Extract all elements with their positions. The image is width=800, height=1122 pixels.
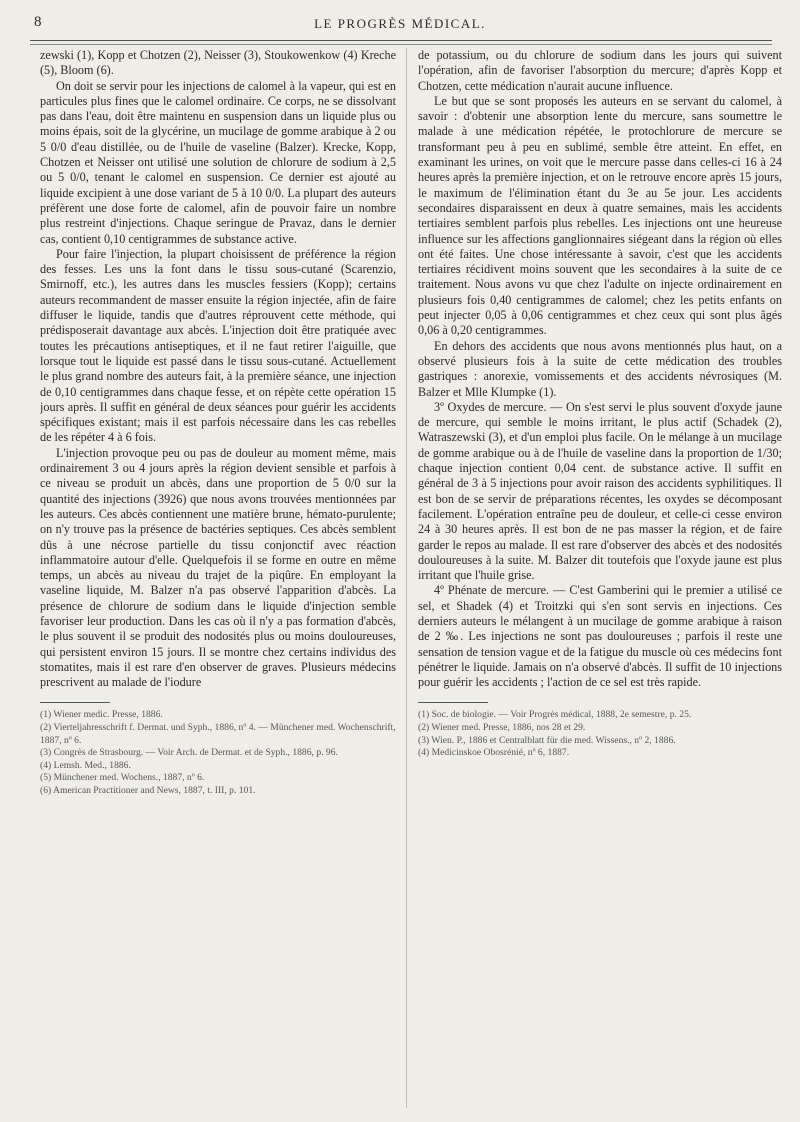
- footnote-rule: [40, 702, 110, 703]
- header-rule-thin: [30, 44, 772, 45]
- footnote: (2) Wiener med. Presse, 1886, nos 28 et 29.: [418, 722, 586, 734]
- left-paragraph: L'injection provoque peu ou pas de douleur au moment même, mais ordinairement 3 ou 4 jours après la région devient sensible et parfois à ce niveau se produit un abcès, dans une proportion de 5 0/0 sur la quantité des injections (3926) que nous avons trouvées mentionnées par les auteurs. Ces abcès contiennent une matière brune, hémato-purulente; on n'y trouve pas la présence de bactéries septiques. Ces abcès semblent dûs à une nécrose partielle du tissu conjonctif avec réaction inflammatoire autour d'elle. Quelquefois il se forme en outre en même temps, un abcès au niveau du trajet de la piqûre. En employant la vaseline liquide, M. Balzer n'a pas observé l'apparition d'abcès. La présence de chlorure de sodium dans le liquide d'injection semble favoriser leur production. Dans les cas où il n'y a pas formation d'abcès, le plus souvent il se produit des nodosités plus ou moins douloureuses, qui persistent environ 15 jours. Il se montre chez certains individus des stomatites, mais il est rare d'en observer de graves. Plusieurs médecins prescrivent au malade de l'iodure: [40, 445, 396, 690]
- left-paragraph: zewski (1), Kopp et Chotzen (2), Neisser (3), Stoukowenkow (4) Kreche (5), Bloom (6).: [40, 48, 396, 78]
- left-paragraph: On doit se servir pour les injections de calomel à la vapeur, qui est en particules plus fines que le calomel ordinaire. Ce corps, ne se dissolvant pas dans l'eau, doit être maintenu en suspension dans un liquide plus ou moins épais, soit de la glycérine, un mucilage de gomme arabique à 2 ou 5 0/0 d'eau distillée, ou de l'huile de vaseline (Balzer). Krecke, Kopp, Chotzen et Neisser ont utilisé une solution de chlorure de sodium à 2,5 ou 5 0/0, tenant le calomel en suspension. Ce dernier est ajouté au liquide excipient à une dose variant de 5 à 10 0/0. La plupart des auteurs préfèrent une dose forte de calomel, afin de pouvoir faire un nombre plus restreint d'injections. Chaque seringue de Pravaz, dans le dernier cas, contient 0,10 centigrammes de substance active.: [40, 78, 396, 246]
- footnote: (5) Münchener med. Wochens., 1887, nº 6.: [40, 772, 205, 784]
- footnote: (2) Vierteljahresschrift f. Dermat. und Syph., 1886, nº 4. — Münchener med. Wochenschrift, 1887, nº 6.: [40, 722, 396, 746]
- header-rule: [30, 40, 772, 41]
- left-paragraph: Pour faire l'injection, la plupart choisissent de préférence la région des fesses. Les uns la font dans le tissu sous-cutané (Scarenzio, Smirnoff, etc.), les autres dans les muscles fessiers (Kopp); certains auteurs recommandent de masser ensuite la région injectée, afin de faire diffuser le liquide, tandis que d'autres réprouvent cette méthode, qui prédisposerait davantage aux abcès. L'injection doit être pratiquée avec toutes les précautions antiseptiques, et il ne faut retirer l'aiguille, que lorsque tout le liquide est passé dans le tissu sous-cutané. Actuellement le plus grand nombre des auteurs fait, à la première séance, une injection de 0,10 centigrammes dans chaque fesse, et on répète cette opération 15 jours après. Il suffit en général de deux séances pour guérir les accidents spécifiques existant; mais il est parfois nécessaire dans les cas rebelles de les répéter 4 à 6 fois.: [40, 246, 396, 445]
- right-body: [418, 48, 782, 690]
- footnote: (3) Wien. P., 1886 et Centralblatt für die med. Wissens., nº 2, 1886.: [418, 734, 676, 746]
- right-column: [418, 48, 782, 1108]
- left-footnotes: [40, 709, 396, 797]
- page-number: 8: [34, 14, 42, 30]
- footnote: (3) Congrès de Strasbourg. — Voir Arch. de Dermat. et de Syph., 1886, p. 96.: [40, 747, 338, 759]
- section-phenate: 4º Phénate de mercure. — C'est Gamberini qui le premier a utilisé ce sel, et Shadek (4) et Troitzki qui s'en sont servis en injections. Ces derniers auteurs le mélangent à un mucilage de gomme arabique à raison de 2 ‰. Les injections ne sont pas douloureuses ; parfois il reste une sensation de tension vague et de la fatigue du muscle où ces médecins font pénétrer le liquide. Jamais on n'a observé d'abcès. Il suffit de 10 injections pour guérir les accidents ; l'action de ce sel est très rapide.: [418, 583, 782, 690]
- right-paragraph: de potassium, ou du chlorure de sodium dans les jours qui suivent l'opération, afin de favoriser l'absorption du mercure; d'après Kopp et Chotzen, cette médication n'aurait aucune influence.: [418, 48, 782, 93]
- footnote: (6) American Practitioner and News, 1887, t. III, p. 101.: [40, 785, 256, 797]
- left-body: [40, 48, 396, 690]
- right-paragraph: Le but que se sont proposés les auteurs en se servant du calomel, à savoir : d'obtenir une absorption lente du mercure, sans soumettre le malade à une médication répétée, le protochlorure de mercure se transformant peu à peu en sublimé, semble être atteint. En effet, en examinant les urines, on voit que le mercure passe dans celles-ci 16 à 24 heures après la première injection, et on le retrouve encore après 15 jours, le maximum de l'élimination étant du 3e au 5e jour. Les accidents secondaires disparaissent en deux à quatre semaines, mais les accidents tertiaires semblent parfois plus rebelles. Les injections ont une heureuse influence sur les affections ganglionnaires siégeant dans la région où elles ont été faites. Une chose intéressante à savoir, c'est que les accidents tertiaires récidivent moins souvent que les secondaires à la suite de ce traitement. Nous avons vu que chez l'adulte on injecte ordinairement en plusieurs fois 0,40 centigrammes de calomel; chez les petits enfants on peut injecter 0,05 à 0,06 centigrammes et chez ceux qui sont plus âgés 0,06 à 0,20 centigrammes.: [418, 93, 782, 338]
- footnote-rule: [418, 702, 488, 703]
- column-divider: [406, 48, 407, 1108]
- footnote: (4) Medicinskoe Obosrénié, nº 6, 1887.: [418, 747, 570, 759]
- section-oxydes: 3º Oxydes de mercure. — On s'est servi le plus souvent d'oxyde jaune de mercure, qui semble le moins irritant, le plus actif (Schadek (2), Watraszewski (3), et d'un emploi plus facile. On le mélange à un mucilage de gomme arabique ou à de l'huile de vaseline dans la proportion de 1/30; chaque injection contient 0,04 cent. de substance active. Il suffit en général de 3 à 5 injections pour avoir raison des accidents syphilitiques. Il est bon de se servir de préparations récentes, les oxydes se décomposant facilement. L'opération entraîne peu de douleur, et celle-ci cesse environ 24 à 30 heures après. Il est bon de ne pas masser la région, et de faire garder le repos au malade. Il est rare d'observer des abcès et des nodosités douloureuses à la suite. M. Balzer dit toutefois que l'oxyde jaune est plus irritant que l'huile grise.: [418, 399, 782, 583]
- right-paragraph: En dehors des accidents que nous avons mentionnés plus haut, on a observé plusieurs fois à la suite de cette médication des troubles gastriques : anorexie, vomissements et des accidents névrosiques (M. Balzer et Mlle Klumpke (1).: [418, 338, 782, 399]
- footnote: (1) Soc. de biologie. — Voir Progrès médical, 1888, 2e semestre, p. 25.: [418, 709, 692, 721]
- footnote: (4) Lemsh. Med., 1886.: [40, 759, 131, 771]
- page-header: [0, 14, 800, 38]
- running-title: LE PROGRÈS MÉDICAL.: [314, 16, 486, 31]
- footnote: (1) Wiener medic. Presse, 1886.: [40, 709, 163, 721]
- right-footnotes: [418, 709, 782, 759]
- left-column: [40, 48, 396, 1108]
